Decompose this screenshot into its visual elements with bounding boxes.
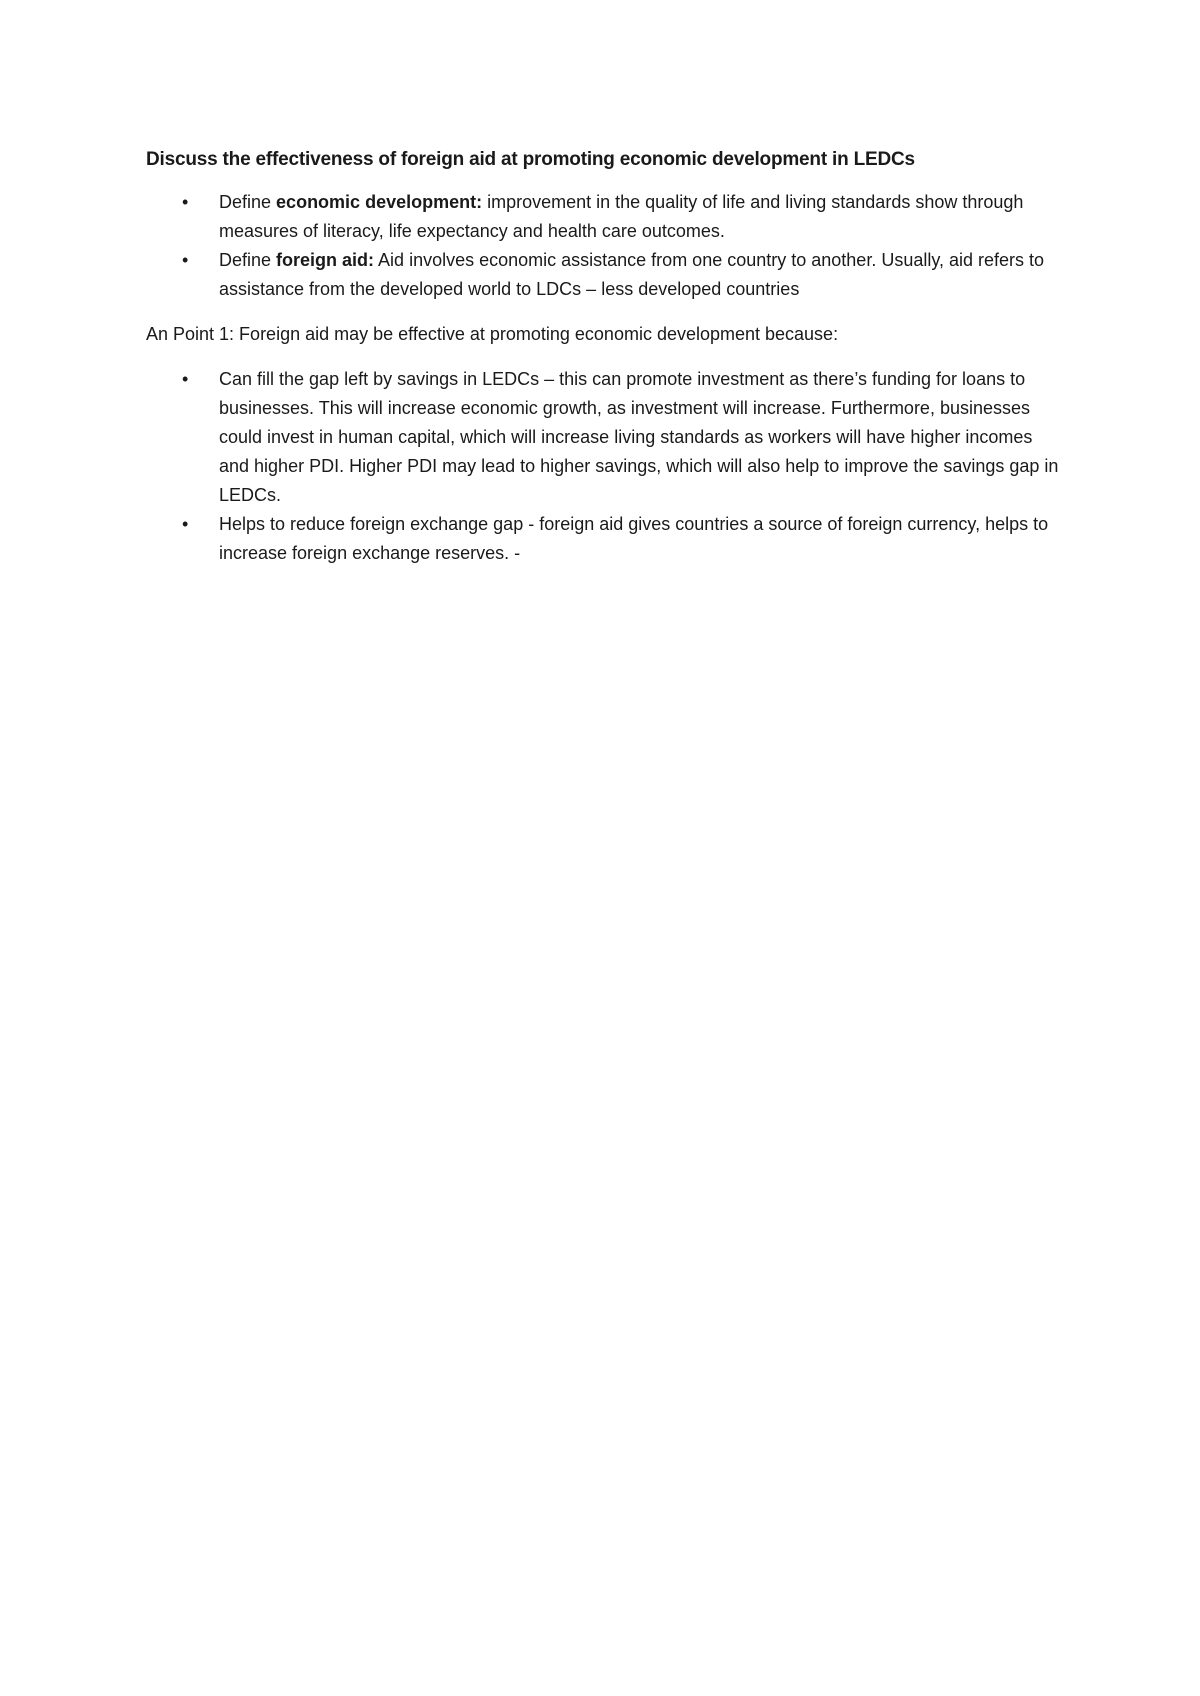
point-text: Can fill the gap left by savings in LEDCs – this can promote investment as there’s funding for loans to businesses. This will increase economic growth, as investment will increase. Furthermore, businesses could invest in human capital, which will increase living standards as workers will have higher incomes and higher PDI. Higher PDI may lead to higher savings, which will also help to improve the savings gap in LEDCs. — [219, 369, 1059, 505]
bullet-icon: • — [182, 192, 189, 212]
definition-economic-development — [146, 188, 1066, 246]
points-list — [146, 365, 1066, 568]
point-heading: An Point 1: Foreign aid may be effective at promoting economic development because: — [146, 324, 839, 344]
definitions-list — [146, 188, 1066, 304]
point-text: Helps to reduce foreign exchange gap - foreign aid gives countries a source of foreign currency, helps to increase foreign exchange reserves. - — [219, 514, 1049, 563]
point-item — [146, 510, 1066, 568]
definition-term: foreign aid: — [276, 250, 375, 270]
bullet-icon: • — [182, 250, 189, 270]
definition-foreign-aid — [146, 246, 1066, 304]
definition-term: economic development: — [276, 192, 483, 212]
document-body — [146, 146, 1066, 568]
definition-text: improvement in the quality of life and living standards show through measures of literacy, life expectancy and health care outcomes. — [219, 192, 1024, 241]
document-title: Discuss the effectiveness of foreign aid at promoting economic development in LEDCs — [146, 149, 915, 170]
definition-text: Aid involves economic assistance from one country to another. Usually, aid refers to assistance from the developed world to LDCs – less developed countries — [219, 250, 1045, 299]
bullet-icon: • — [182, 514, 189, 534]
definition-prefix: Define — [219, 192, 277, 212]
point-item — [146, 365, 1066, 510]
bullet-icon: • — [182, 369, 189, 389]
definition-prefix: Define — [219, 250, 277, 270]
